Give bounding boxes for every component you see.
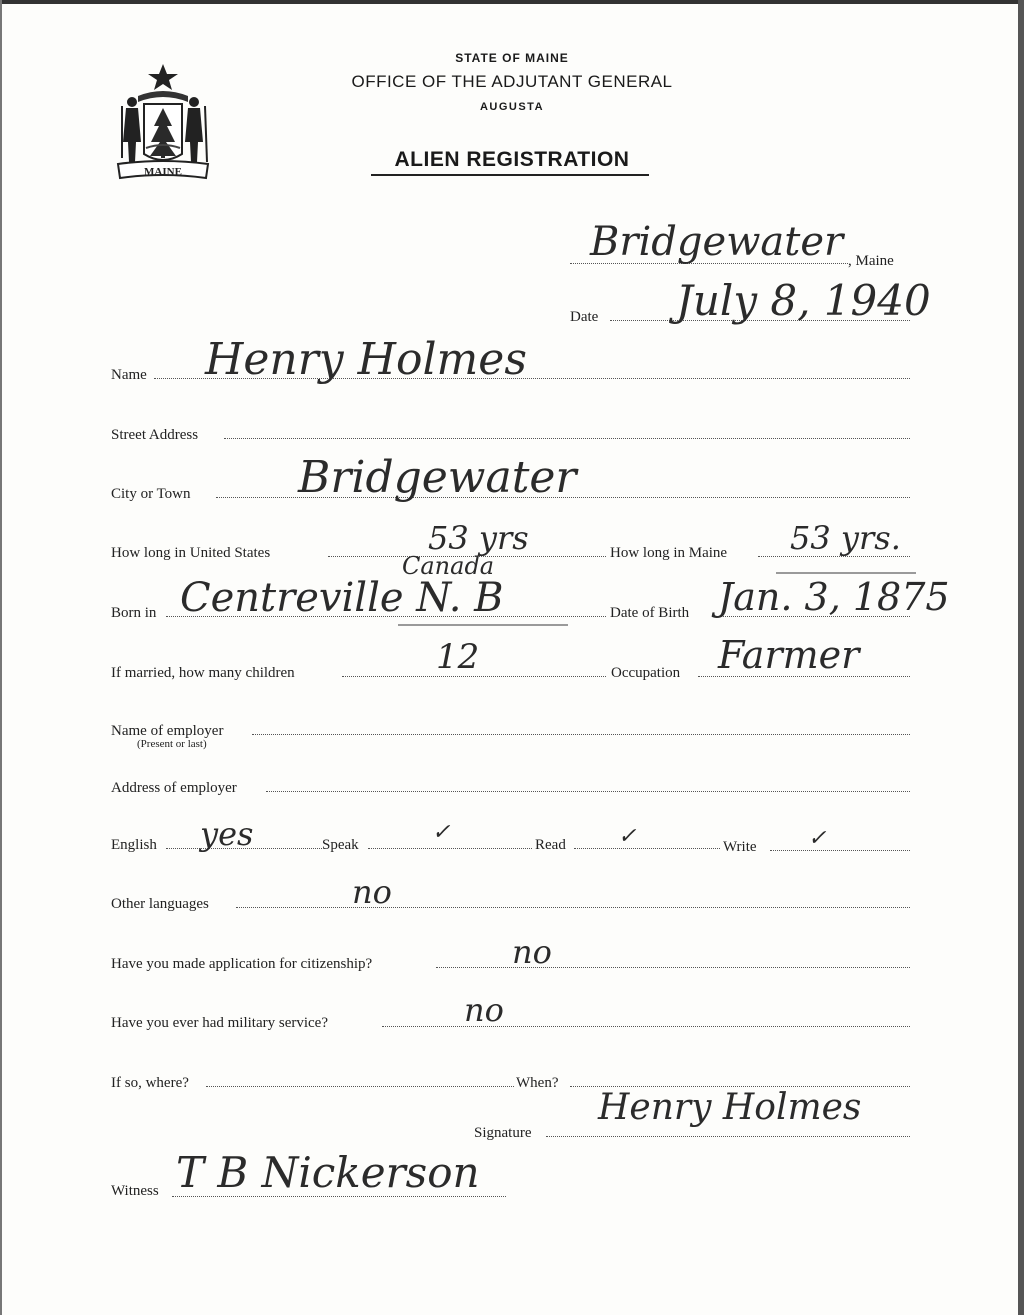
years-maine-entry: 53 yrs. [790,519,901,557]
city-entry: Bridgewater [298,452,577,503]
years-us-label: How long in United States [111,545,271,561]
born-pencil-underline [398,624,568,626]
date-label: Date [570,309,599,325]
write-label: Write [723,839,757,855]
write-entry: ✓ [808,826,827,851]
scan-edge-top [0,0,1024,4]
read-entry: ✓ [618,824,637,849]
citizenship-line [436,967,910,968]
citizenship-label: Have you made application for citizenship? [111,956,373,972]
dob-label: Date of Birth [610,605,690,621]
title-underline [371,174,649,176]
born-note-entry: Canada [402,552,495,580]
seal-banner-text: MAINE [144,166,182,178]
header-city: AUGUSTA [479,101,545,113]
employer-label: Name of employer [111,723,224,739]
read-label: Read [535,837,566,853]
children-label: If married, how many children [111,665,295,681]
occupation-label: Occupation [611,665,681,681]
years-maine-pencil-underline [776,572,916,574]
years-maine-label: How long in Maine [610,545,728,561]
when-label: When? [516,1075,559,1091]
where-line [206,1086,514,1087]
employer-address-label: Address of employer [111,780,237,796]
citizenship-entry: no [512,933,552,971]
header-office: OFFICE OF THE ADJUTANT GENERAL [351,72,673,91]
signature-line [546,1136,910,1137]
page-title: ALIEN REGISTRATION [394,148,630,171]
header-state: STATE OF MAINE [455,51,569,65]
write-line [770,850,910,851]
signature-label: Signature [474,1125,532,1141]
speak-entry: ✓ [432,820,451,845]
years-us-entry: 53 yrs [428,519,529,557]
location-entry: Bridgewater [590,219,844,265]
children-entry: 12 [436,637,480,677]
born-label: Born in [111,605,157,621]
employer-line [252,734,910,735]
employer-sublabel: (Present or last) [137,738,207,750]
where-label: If so, where? [111,1075,189,1091]
date-entry: July 8, 1940 [676,276,931,325]
english-entry: yes [200,815,254,853]
city-label: City or Town [111,486,191,502]
born-entry: Centreville N. B [180,575,504,621]
signature-entry: Henry Holmes [598,1087,862,1128]
employer-address-line [266,791,910,792]
other-languages-label: Other languages [111,896,209,912]
military-label: Have you ever had military service? [111,1015,328,1031]
military-line [382,1026,910,1027]
occupation-entry: Farmer [718,633,860,677]
location-suffix: , Maine [848,253,894,269]
scan-edge-right [1018,0,1024,1315]
read-line [574,848,720,849]
street-line [224,438,910,439]
military-entry: no [464,991,504,1029]
speak-label: Speak [322,837,359,853]
scan-edge-left [0,0,2,1315]
witness-label: Witness [111,1183,159,1199]
other-languages-entry: no [352,873,392,911]
name-label: Name [111,367,147,383]
name-entry: Henry Holmes [205,334,527,385]
english-label: English [111,837,157,853]
dob-entry: Jan. 3, 1875 [718,575,950,619]
other-languages-line [236,907,910,908]
street-label: Street Address [111,427,199,443]
speak-line [368,848,532,849]
witness-entry: T B Nickerson [176,1148,480,1197]
